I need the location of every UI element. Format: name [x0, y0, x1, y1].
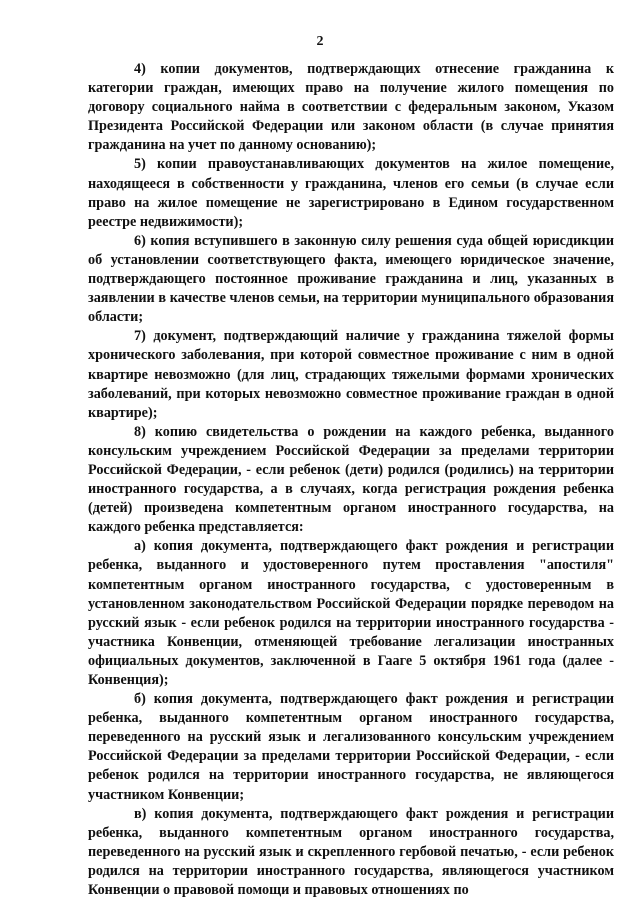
- paragraph-item-8: 8) копию свидетельства о рождении на каждого ребенка, выданного консульским учреждением Российской Федерации за пределами территории Российской Федерации, - если ребенок (дети) родился (родились) на территории иностранного государства, а в случаях, когда регистрация рождения ребенка (детей) произведена компетентным органом иностранного государства, на каждого ребенка представляется:: [88, 423, 614, 536]
- paragraph-item-4: 4) копии документов, подтверждающих отнесение гражданина к категории граждан, имеющих право на получение жилого помещения по договору социального найма в соответствии с федеральным законом, Указом Президента Российской Федерации или законом области (в случае принятия гражданина на учет по данному основанию);: [88, 61, 614, 154]
- page-number: 2: [316, 34, 324, 49]
- document-body: [88, 60, 614, 900]
- subparagraph-b: б) копия документа, подтверждающего факт рождения и регистрации ребенка, выданного компетентным органом иностранного государства, переведенного на русский язык и легализованного консульским учреждением Российской Федерации за пределами территории Российской Федерации, - если ребенок родился на территории иностранного государства, не являющегося участником Конвенции;: [88, 691, 614, 803]
- paragraph-item-5: 5) копии правоустанавливающих документов на жилое помещение, находящееся в собственности у гражданина, членов его семьи (в случае если право на жилое помещение не зарегистрировано в Едином государственном реестре недвижимости);: [88, 156, 614, 230]
- paragraph-item-7: 7) документ, подтверждающий наличие у гражданина тяжелой формы хронического заболевания, при которой совместное проживание с ним в одной квартире невозможно (для лиц, страдающих тяжелыми формами хронических заболеваний, при которых невозможно совместное проживание граждан в одной квартире);: [88, 328, 614, 421]
- paragraph-item-6: 6) копия вступившего в законную силу решения суда общей юрисдикции об установлении соответствующего факта, имеющего юридическое значение, подтверждающего постоянное проживание гражданина и лиц, указанных в заявлении в качестве членов семьи, на территории муниципального образования области;: [88, 232, 614, 326]
- subparagraph-a: а) копия документа, подтверждающего факт рождения и регистрации ребенка, выданного и удостоверенного путем проставления "апостиля" компетентным органом иностранного государства, с удостоверенным в установленном законодательством Российской Федерации порядке переводом на русский язык - если ребенок родился на территории иностранного государства - участника Конвенции, отменяющей требование легализации иностранных официальных документов, заключенной в Гааге 5 октября 1961 года (далее - Конвенция);: [88, 538, 614, 688]
- subparagraph-v: в) копия документа, подтверждающего факт рождения и регистрации ребенка, выданного компетентным органом иностранного государства, переведенного на русский язык и скрепленного гербовой печатью, - если ребенок родился на территории иностранного государства, являющегося участником Конвенции о правовой помощи и правовых отношениях по: [88, 805, 614, 899]
